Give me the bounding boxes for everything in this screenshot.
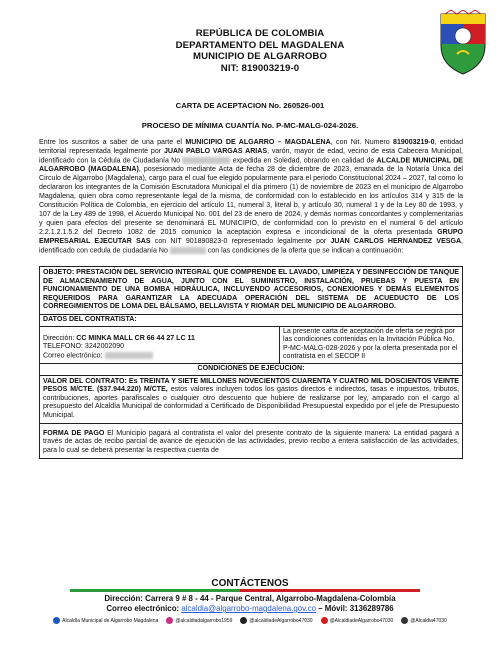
footer-address: Dirección: Carrera 9 # 8 - 44 - Parque Central, Algarrobo-Magdalena-Colombia [104, 594, 396, 603]
value-details: estos valores incluyen todos los gastos directos e indirectos, tasas e impuestos, tributos, contribuciones, aportes parafiscales o cualquier otro descuento que hubiere de realizarse por ley, amparado con el cargo al presupuesto del Alcaldía Municipal de conformidad a Certificado de Disponibilidad Presupuestal expedido por el jefe de Presupuesto Municipal. [43, 386, 459, 419]
contract-object: OBJETO: PRESTACIÓN DEL SERVICIO INTEGRAL QUE COMPRENDE EL LAVADO, LIMPIEZA Y DESINFECCIÓN DE TANQUE DE ALMACENAMIENTO DE AGUA, JUNTO CON EL SUMINISTRO, INSTALACIÓN, PRUEBAS Y PUESTA EN FUNCIONAMIENTO DE UNA BOMBA HIDRÁULICA, INCLUYENDO ACCESORIOS, CONEXIONES Y DEMÁS ELEMENTOS REQUERIDOS PARA GARANTIZAR LA ADECUADA OPERACIÓN DEL SISTEMA DE ACUEDUCTO DE LOS CORREGIMIENTOS DE LOMA DEL BÁLSAMO, BELLAVISTA Y RIOMAR DEL MUNICIPIO DE ALGARROBO. [40, 267, 462, 315]
address-label: Dirección: [43, 334, 77, 342]
redacted-representative-id [170, 247, 206, 254]
body-text-segment: con las condiciones de la oferta que se indican a continuación: [207, 247, 404, 255]
social-links [10, 617, 490, 624]
youtube-icon [321, 617, 328, 624]
contract-conditions-table [39, 266, 463, 459]
social-label: @alcaldiadeAlgarrobo47030 [249, 617, 313, 624]
body-text-segment: , identificado con cedula de ciudadanía No [39, 237, 464, 255]
payment-terms [40, 424, 462, 458]
header-department: DEPARTAMENTO DEL MAGDALENA [175, 39, 345, 51]
contractor-data-heading: DATOS DEL CONTRATISTA: [40, 315, 462, 327]
contractor-contact [40, 327, 280, 363]
mayor-role: ALCALDE MUNICIPAL DE ALGARROBO (MAGDALENA) [39, 157, 463, 174]
footer-email-link[interactable]: alcaldia@algarrobo-magdalena.gov.co [181, 604, 316, 613]
footer-contact [0, 604, 500, 613]
body-text-segment: con NIT 901890823-0 representado legalmente por [150, 237, 331, 245]
header-republic: REPÚBLICA DE COLOMBIA [195, 28, 325, 39]
body-text-segment: , con Nit. Numero [330, 139, 394, 146]
header-municipality: MUNICIPIO DE ALGARROBO [192, 51, 328, 63]
social-label: @alcaldiadalgarrobo1959 [175, 617, 233, 624]
redacted-email [105, 352, 153, 359]
acceptance-letter-title: CARTA DE ACEPTACION No. 260526-001 [175, 101, 325, 110]
contract-value [40, 376, 462, 424]
value-label: VALOR DEL CONTRATO: [43, 377, 129, 385]
social-label: @Alcaldia47030 [410, 617, 447, 624]
governing-conditions: La presente carta de aceptación de oferta se regirá por las condiciones contenidas en la Invitación Pública No. P-MC-MALG-028-2026 y por la oferta presentada por el contratista en el SECOP II [283, 327, 458, 361]
document-header [160, 28, 360, 74]
header-nit: NIT: 819003219-0 [220, 62, 300, 74]
body-text-segment: Entre los suscritos a saber de una parte el [39, 139, 186, 146]
body-text-segment: , varón, mayor de edad, vecino de esta Cabecera Municipal, identificado con la Cédula de Ciudadanía No [39, 147, 463, 165]
redacted-id-number [182, 157, 230, 164]
legal-representative-name: JUAN CARLOS HERNANDEZ VESGA [330, 237, 462, 245]
twitter-icon [240, 617, 247, 624]
instagram-icon [166, 617, 173, 624]
footer-mobile: – Móvil: 3136289786 [315, 604, 394, 613]
contractor-email [43, 352, 276, 361]
social-twitter[interactable] [240, 617, 312, 624]
facebook-icon [53, 617, 60, 624]
footer-green-bar [70, 589, 240, 592]
social-youtube[interactable] [321, 617, 394, 624]
contractor-name: GRUPO EMPRESARIAL EJECUTAR SAS [39, 228, 463, 245]
body-text-segment: , entidad territorial representada legalmente por [39, 139, 463, 155]
tiktok-icon [401, 617, 408, 624]
payment-details: El Municipio pagará al contratista el valor del presente contrato de la siguiente manera: La entidad pagará a través de actas de recibo parcial de avance de ejecución de las actividades, previo recibo a entera satisfacción de las actividades, para lo cual se deberá presentar la respectiva cuenta de [43, 429, 459, 454]
social-label: @AlcaldiadeAlgarrobo47030 [329, 617, 394, 624]
contractor-phone: TELEFONO: 3242002090 [43, 343, 125, 351]
municipality-name: MUNICIPIO DE ALGARRO – MAGDALENA [185, 139, 331, 146]
letter-body [39, 139, 463, 256]
footer-red-bar [240, 589, 420, 592]
body-text-segment: , posesionado mediante Acta de fecha 28 de diciembre de 2023, emanada de la Notaría Única del Circulo de Algarrobo (Magdalena), cargo para el cual fue elegido popularmente para el periodo Constitucional 2024 – 2027, tal como lo declararon los integrantes de la Comisión Escrutadora Municipal el día primero (1) de noviembre de 2023 en el municipio de Algarrobo Magdalena, quien obra como representante legal de la misma, de conformidad con lo establecido en los artículos 314 y 315 de la Constitución Política de Colombia, en ejercicio del artículo 11, numeral 3, literal b, y artículo 30, numeral 1 y de la Ley 80 de 1993, y 107 de la Ley 489 de 1998, el Acuerdo Municipal No. 001 del 23 de enero de 2024, y demás normas concordantes y complementarias y quien para efectos del presente se denominará EL MUNICIPIO, de conformidad con lo previsto en el numeral 6 del artículo 2.2.1.2.1.5.2 del Decreto 1082 de 2015 comunico la aceptación expresa e incondicional de la oferta presentada [39, 166, 463, 236]
municipal-shield-icon [437, 10, 489, 76]
email-label: Correo electrónico: [43, 352, 103, 360]
social-tiktok[interactable] [401, 617, 447, 624]
contractor-address [43, 335, 276, 344]
social-label: Alcaldía Municipal de Algarrobo Magdalena [62, 617, 159, 624]
body-text-segment: expedida en Soledad, obrando en calidad de [232, 157, 377, 165]
address-value: CC MINKA MALL CR 66 44 27 LC 11 [76, 334, 195, 342]
execution-conditions-heading: CONDICIONES DE EJECUCIÓN: [40, 364, 462, 376]
contractor-data-row [40, 327, 462, 364]
contact-title: CONTÁCTENOS [211, 578, 289, 589]
value-amount: Es TREINTA Y SIETE MILLONES NOVECIENTOS CUARENTA Y CUATRO MIL DOSCIENTOS VEINTE PESOS M/CTE. ($37.944.220) M/CTE, [43, 377, 460, 394]
payment-label: FORMA DE PAGO [43, 429, 105, 437]
social-facebook[interactable] [53, 617, 158, 624]
mayor-name: JUAN PABLO VARGAS ARIAS [163, 147, 268, 155]
social-instagram[interactable] [166, 617, 232, 624]
email-label: Correo electrónico: [106, 604, 182, 613]
process-title: PROCESO DE MÍNIMA CUANTÍA No. P-MC-MALG-024-2026. [141, 121, 359, 130]
municipality-nit: 819003219-0 [393, 139, 435, 146]
